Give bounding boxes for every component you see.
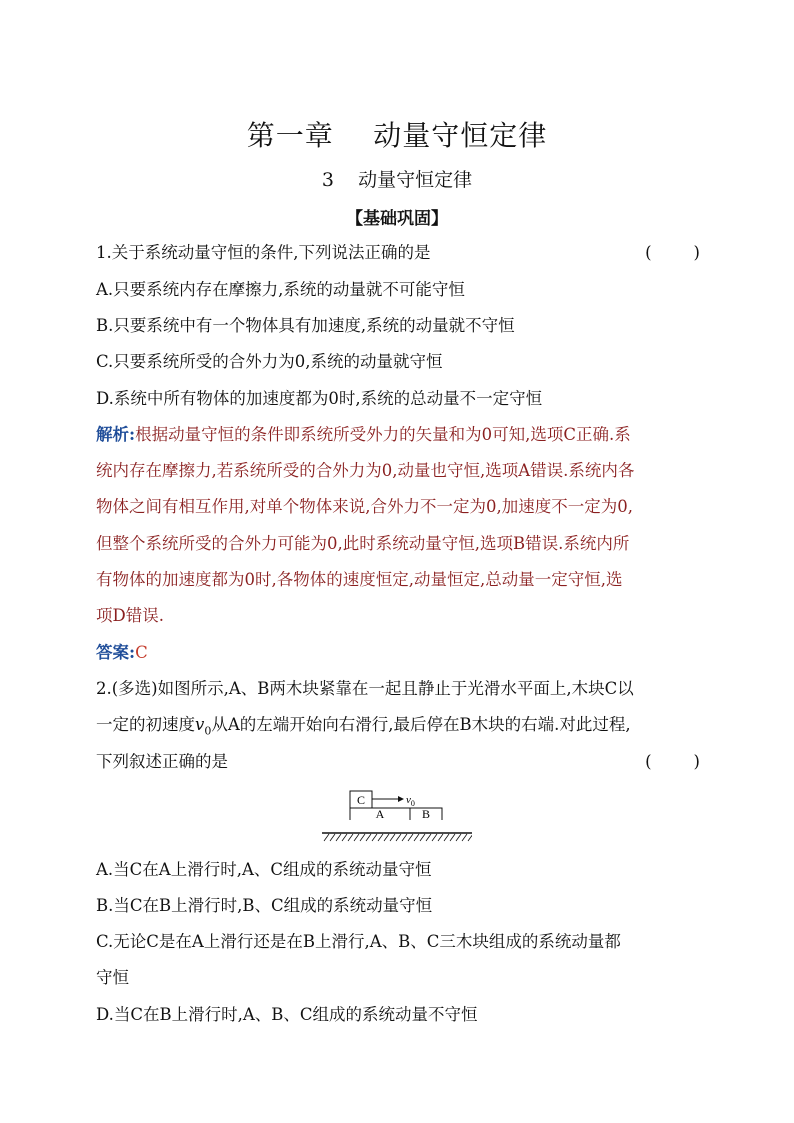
blocks-figure (322, 788, 472, 820)
hatch-line (366, 834, 371, 841)
q1-option-d: D.系统中所有物体的加速度都为0时,系统的总动量不一定守恒 (96, 389, 543, 408)
hatch-line (372, 834, 377, 841)
hatch-line (348, 834, 353, 841)
block-c-label: C (356, 793, 366, 807)
analysis-label: 解析: (96, 425, 136, 444)
answer-value: C (135, 643, 148, 662)
block-b-label: B (421, 807, 431, 820)
q2-stem-line-1: 2.(多选)如图所示,A、B两木块紧靠在一起且静止于光滑水平面上,木块C以 (96, 679, 634, 698)
hatch-line (402, 834, 407, 841)
figure-velocity-symbol: v (406, 794, 411, 806)
chapter-title: 第一章 动量守恒定律 (246, 119, 548, 152)
q2-stem-line-3 (96, 750, 700, 774)
block-a-label: A (375, 807, 385, 820)
q1-analysis-line-2: 统内存在摩擦力,若系统所受的合外力为0,动量也守恒,选项A错误.系统内各 (96, 461, 635, 480)
hatch-line (426, 834, 431, 841)
hatch-line (342, 834, 347, 841)
analysis-text: 根据动量守恒的条件即系统所受外力的矢量和为0可知,选项C正确.系 (135, 425, 631, 444)
q1-stem: 1.关于系统动量守恒的条件,下列说法正确的是 (96, 243, 431, 262)
hatch-line (390, 834, 395, 841)
q1-answer-bracket: ( ) (645, 243, 700, 262)
q1-option-c: C.只要系统所受的合外力为0,系统的动量就守恒 (96, 352, 443, 371)
block-title: 【基础巩固】 (346, 209, 448, 229)
section-title: 3 动量守恒定律 (321, 169, 473, 191)
velocity-arrow-head (398, 796, 404, 802)
hatch-line (360, 834, 365, 841)
q1-stem-line (96, 241, 700, 265)
velocity-subscript: 0 (204, 724, 212, 738)
hatch-line (438, 834, 443, 841)
hatch-line (456, 834, 461, 841)
q2-answer-bracket: ( ) (645, 752, 700, 771)
q2-option-b: B.当C在B上滑行时,B、C组成的系统动量守恒 (96, 896, 433, 915)
velocity-symbol: v (195, 715, 205, 734)
q2-stem-line-3-text: 下列叙述正确的是 (96, 752, 228, 771)
hatch-line (354, 834, 359, 841)
ground-hatching (324, 834, 472, 841)
figure-velocity-label (406, 794, 415, 808)
q1-analysis-line-1 (96, 423, 700, 447)
q2-stem-line-2 (96, 713, 700, 743)
q1-analysis-line-5: 有物体的加速度都为0时,各物体的速度恒定,动量恒定,总动量一定守恒,选 (96, 570, 623, 589)
q1-option-a: A.只要系统内存在摩擦力,系统的动量就不可能守恒 (96, 280, 465, 299)
answer-label: 答案: (96, 643, 136, 662)
hatch-line (396, 834, 401, 841)
q1-analysis-line-4: 但整个系统所受的合外力可能为0,此时系统动量守恒,选项B错误.系统内所 (96, 534, 630, 553)
hatch-line (444, 834, 449, 841)
hatch-line (336, 834, 341, 841)
hatch-line (468, 834, 472, 841)
hatch-line (414, 834, 419, 841)
q2-option-c-line-1: C.无论C是在A上滑行还是在B上滑行,A、B、C三木块组成的系统动量都 (96, 932, 621, 951)
hatch-line (420, 834, 425, 841)
q2-option-a: A.当C在A上滑行时,A、C组成的系统动量守恒 (96, 860, 432, 879)
q2-stem-text-b: 从A的左端开始向右滑行,最后停在B木块的右端.对此过程, (211, 715, 631, 734)
hatch-line (432, 834, 437, 841)
hatch-line (384, 834, 389, 841)
q1-analysis-line-6: 项D错误. (96, 606, 164, 625)
q2-option-c-line-2: 守恒 (96, 968, 129, 987)
figure-velocity-sub: 0 (410, 799, 415, 808)
q2-option-d: D.当C在B上滑行时,A、B、C组成的系统动量不守恒 (96, 1005, 478, 1024)
hatch-line (378, 834, 383, 841)
ground-surface (322, 832, 472, 844)
hatch-line (408, 834, 413, 841)
hatch-line (324, 834, 329, 841)
q2-stem-text-a: 一定的初速度 (96, 715, 195, 734)
hatch-line (462, 834, 467, 841)
q1-answer-line (96, 641, 700, 665)
hatch-line (450, 834, 455, 841)
q1-analysis-line-3: 物体之间有相互作用,对单个物体来说,合外力不一定为0,加速度不一定为0, (96, 497, 633, 516)
q1-option-b: B.只要系统中有一个物体具有加速度,系统的动量就不守恒 (96, 316, 515, 335)
hatch-line (330, 834, 335, 841)
